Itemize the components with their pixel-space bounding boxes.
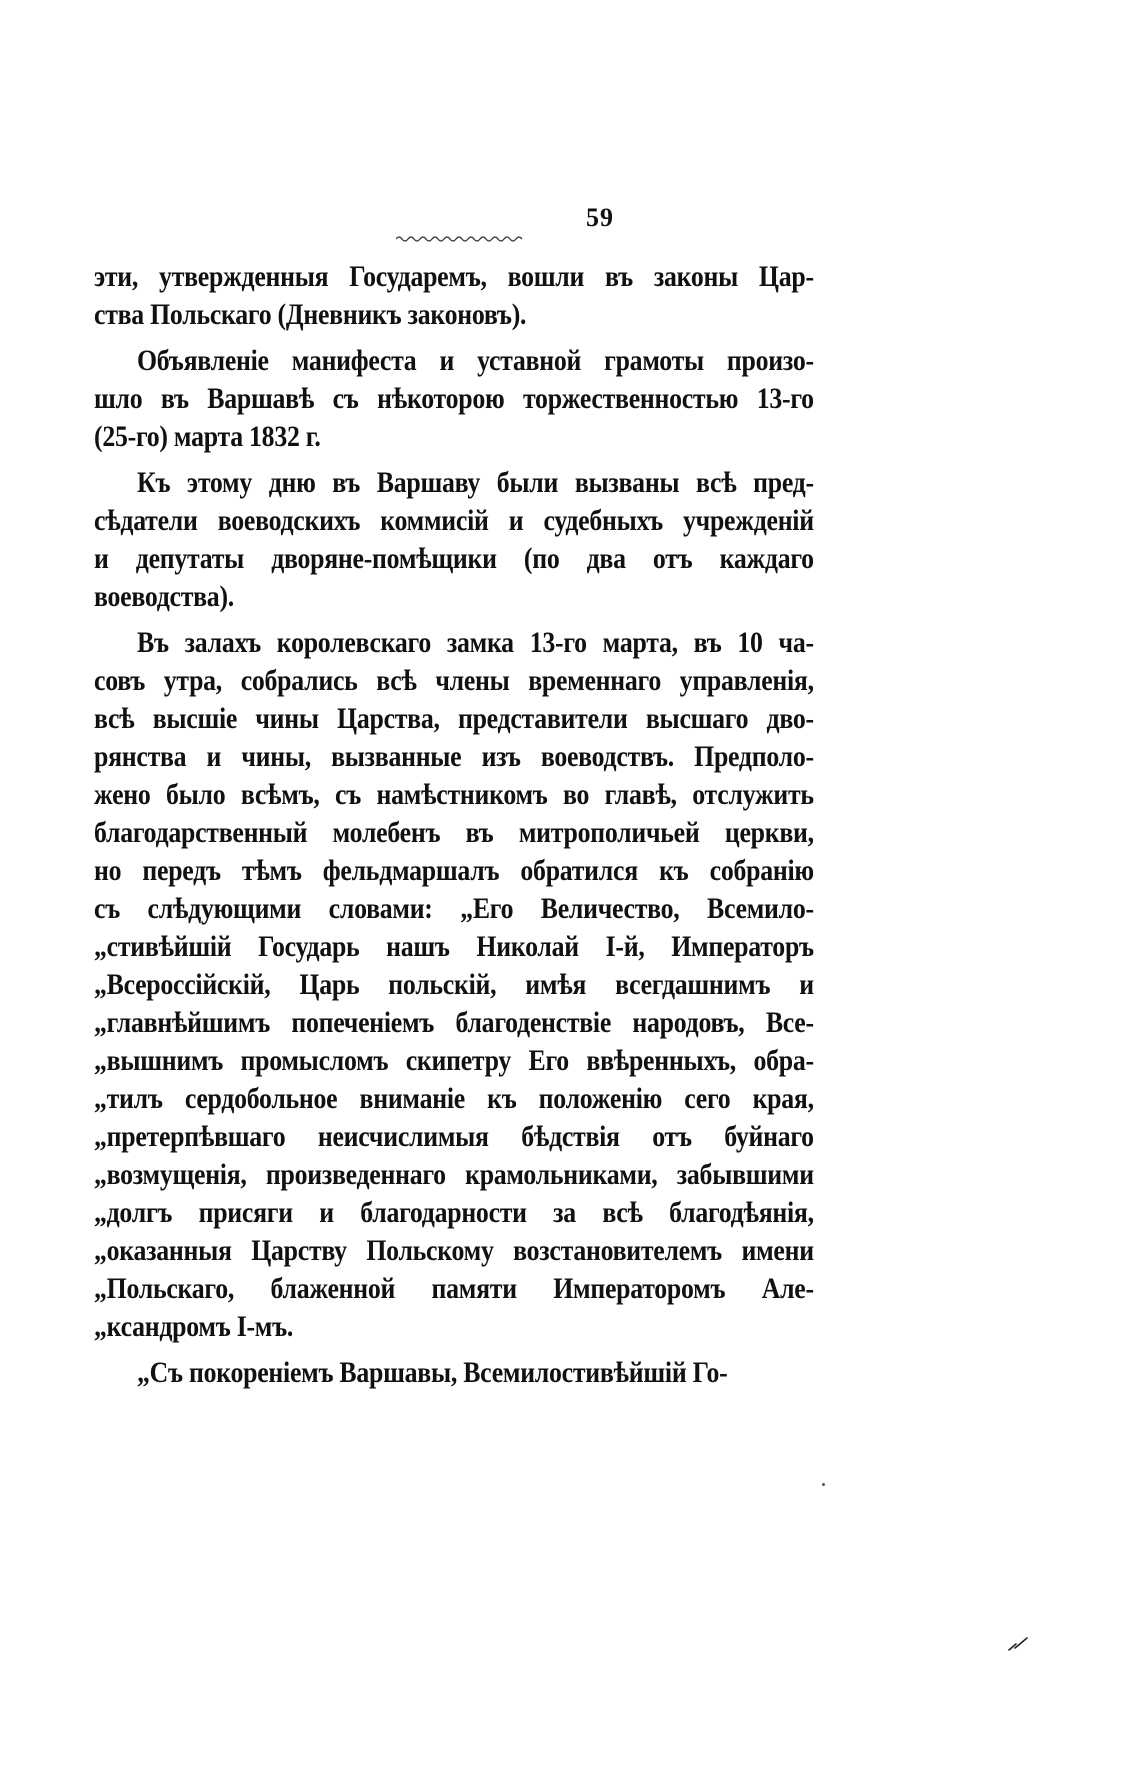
text-line: сѣдатели воеводскихъ коммисій и судебныхъ учрежденій bbox=[94, 504, 814, 537]
text-line: благодарственный молебенъ въ митрополичьей церкви, bbox=[94, 816, 814, 849]
paragraph bbox=[94, 464, 814, 616]
text-line: всѣ высшіе чины Царства, представители высшаго дво- bbox=[94, 702, 814, 735]
text-line: жено было всѣмъ, съ намѣстникомъ во главѣ, отслужить bbox=[94, 778, 814, 811]
page-number: 59 bbox=[586, 203, 614, 232]
text-line: ства Польскаго (Дневникъ законовъ). bbox=[94, 298, 527, 331]
text-line: Въ залахъ королевскаго замка 13-го марта, въ 10 ча- bbox=[137, 626, 814, 659]
page-speck bbox=[822, 1483, 825, 1486]
text-line: но передъ тѣмъ фельдмаршалъ обратился къ собранію bbox=[94, 854, 814, 887]
text-line: Къ этому дню въ Варшаву были вызваны всѣ пред- bbox=[137, 466, 814, 499]
text-line: эти, утвержденныя Государемъ, вошли въ законы Цар- bbox=[94, 260, 814, 293]
paragraph bbox=[94, 342, 814, 456]
text-line: „Польскаго, блаженной памяти Императоромъ Але- bbox=[94, 1272, 814, 1305]
text-line: и депутаты дворяне-помѣщики (по два отъ каждаго bbox=[94, 542, 814, 575]
text-line: „возмущенія, произведеннаго крамольниками, забывшими bbox=[94, 1158, 814, 1191]
text-line: Объявленіе манифеста и уставной грамоты произо- bbox=[137, 344, 814, 377]
body-text bbox=[94, 258, 814, 1392]
page-number-ornament bbox=[396, 234, 526, 244]
text-line: „вышнимъ промысломъ скипетру Его ввѣренныхъ, обра- bbox=[94, 1044, 814, 1077]
text-line: шло въ Варшавѣ съ нѣкоторою торжественностью 13-го bbox=[94, 382, 814, 415]
text-line: „Всероссійскій, Царь польскій, имѣя всегдашнимъ и bbox=[94, 968, 814, 1001]
text-line: „тилъ сердобольное вниманіе къ положенію сего края, bbox=[94, 1082, 814, 1115]
text-line: „стивѣйшій Государь нашъ Николай І-й, Императоръ bbox=[94, 930, 814, 963]
text-line: съ слѣдующими словами: „Его Величество, Всемило- bbox=[94, 892, 814, 925]
text-line: воеводства). bbox=[94, 580, 234, 613]
text-line: „претерпѣвшаго неисчислимыя бѣдствія отъ буйнаго bbox=[94, 1120, 814, 1153]
margin-mark bbox=[1007, 1636, 1029, 1652]
text-line: (25-го) марта 1832 г. bbox=[94, 420, 321, 453]
text-line: рянства и чины, вызванные изъ воеводствъ. Предполо- bbox=[94, 740, 814, 773]
paragraph bbox=[94, 258, 814, 334]
text-line: „главнѣйшимъ попеченіемъ благоденствіе народовъ, Все- bbox=[94, 1006, 814, 1039]
text-line: „ксандромъ І-мъ. bbox=[94, 1310, 294, 1343]
text-line: „Съ покореніемъ Варшавы, Всемилостивѣйшій Го- bbox=[137, 1356, 728, 1389]
text-line: совъ утра, собрались всѣ члены временнаго управленія, bbox=[94, 664, 814, 697]
text-line: „долгъ присяги и благодарности за всѣ благодѣянія, bbox=[94, 1196, 814, 1229]
paragraph bbox=[94, 624, 814, 1346]
text-line: „оказанныя Царству Польскому возстановителемъ имени bbox=[94, 1234, 814, 1267]
paragraph bbox=[94, 1354, 814, 1392]
